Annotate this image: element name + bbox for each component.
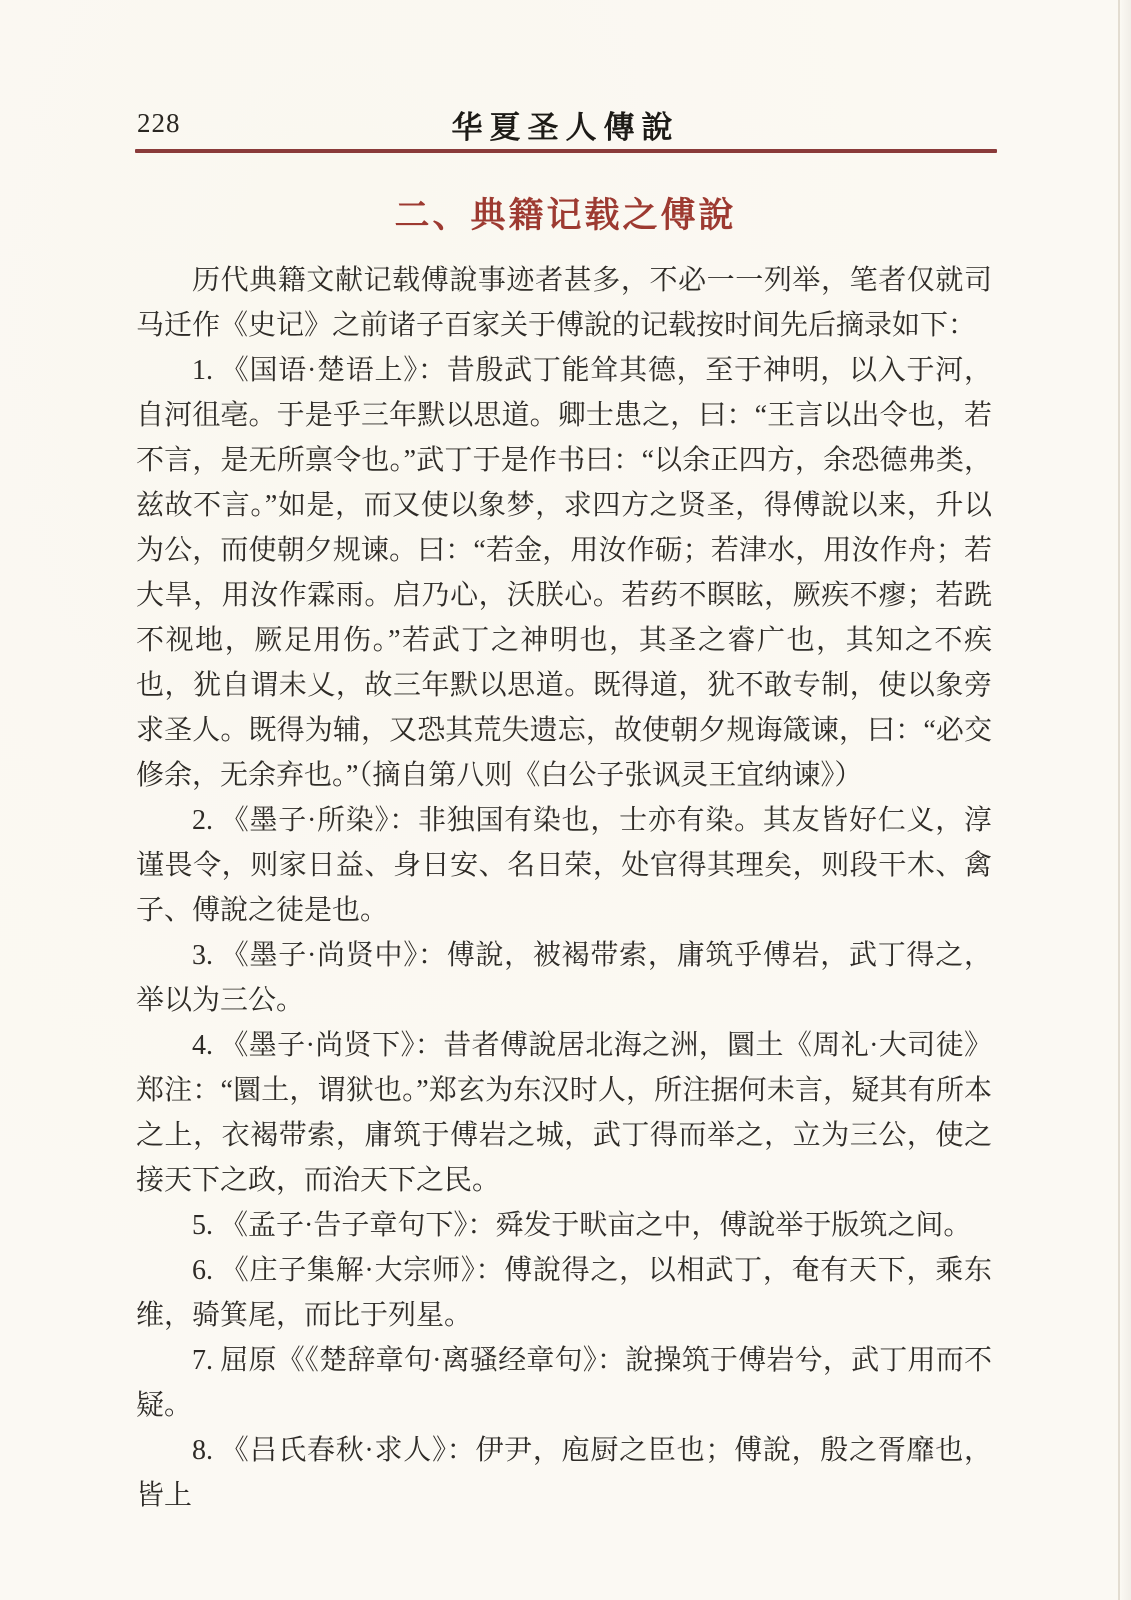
item-6-zhuangzi: 6. 《庄子集解·大宗师》：傅說得之，以相武丁，奄有天下，乘东维，骑箕尾，而比于列星。	[136, 1255, 992, 1331]
body-text	[136, 258, 992, 1518]
item-3-mozi-shangxian-zhong: 3. 《墨子·尚贤中》：傅說，被褐带索，庸筑乎傅岩，武丁得之，举以为三公。	[136, 940, 992, 1016]
item-7-chuci: 7. 屈原《《楚辞章句·离骚经章句》：說操筑于傅岩兮，武丁用而不疑。	[136, 1345, 992, 1421]
running-title: 华夏圣人傳說	[451, 110, 680, 145]
item-8-lvshi-chunqiu: 8. 《吕氏春秋·求人》：伊尹，庖厨之臣也；傅說，殷之胥靡也，皆上	[136, 1435, 992, 1511]
item-2-mozi-suoran: 2. 《墨子·所染》：非独国有染也，士亦有染。其友皆好仁义，淳谨畏令，则家日益、身日安、名日荣，处官得其理矣，则段干木、禽子、傅說之徒是也。	[136, 805, 992, 926]
header-rule	[135, 149, 997, 153]
page-number: 228	[137, 108, 181, 138]
section-title: 二、典籍记载之傅說	[394, 196, 737, 235]
item-4-mozi-shangxian-xia: 4. 《墨子·尚贤下》：昔者傅說居北海之洲，圜土《周礼·大司徒》郑注：“圜土，谓狱也。”郑玄为东汉时人，所注据何未言，疑其有所本之上，衣褐带索，庸筑于傅岩之城，武丁得而举之，立为三公，使之接天下之政，而治天下之民。	[136, 1030, 992, 1196]
item-1-guoyu: 1. 《国语·楚语上》：昔殷武丁能耸其德，至于神明，以入于河，自河徂亳。于是乎三年默以思道。卿士患之，曰：“王言以出令也，若不言，是无所禀令也。”武丁于是作书曰：“以余正四方，余恐德弗类，兹故不言。”如是，而又使以象梦，求四方之贤圣，得傅說以来，升以为公，而使朝夕规谏。曰：“若金，用汝作砺；若津水，用汝作舟；若大旱，用汝作霖雨。启乃心，沃朕心。若药不瞑眩，厥疾不瘳；若跣不视地，厥足用伤。”若武丁之神明也，其圣之睿广也，其知之不疾也，犹自谓未乂，故三年默以思道。既得道，犹不敢专制，使以象旁求圣人。既得为辅，又恐其荒失遗忘，故使朝夕规诲箴谏，曰：“必交修余，无余弃也。”（摘自第八则《白公子张讽灵王宜纳谏》）	[136, 355, 992, 791]
scan-edge-shadow	[1120, 0, 1131, 1600]
item-5-mengzi: 5. 《孟子·告子章句下》：舜发于畎亩之中，傅說举于版筑之间。	[192, 1210, 972, 1241]
intro-paragraph: 历代典籍文献记载傅說事迹者甚多，不必一一列举，笔者仅就司马迁作《史记》之前诸子百家关于傅說的记载按时间先后摘录如下：	[136, 265, 992, 341]
